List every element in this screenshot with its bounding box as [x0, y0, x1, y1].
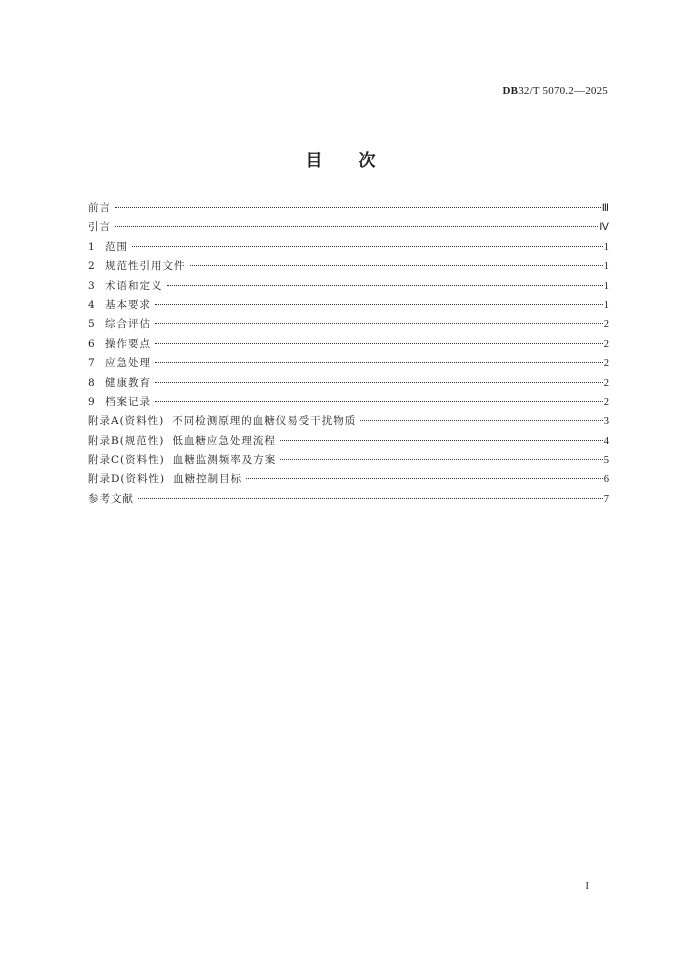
toc-entry-label: 附录A(资料性) [88, 415, 165, 428]
toc-entry[interactable] [88, 432, 609, 451]
toc-entry-page: 2 [603, 358, 609, 370]
toc-entry-label: 综合评估 [105, 318, 151, 331]
toc-dot-leader [280, 434, 603, 441]
toc-entry-label: 引言 [88, 221, 111, 234]
toc-entry-number: 3 [88, 279, 95, 292]
toc-entry-page: 1 [603, 261, 609, 273]
toc-entry[interactable] [88, 354, 609, 373]
toc-entry-label: 附录B(规范性) [88, 434, 165, 447]
document-code-number: 32/T 5070.2—2025 [518, 85, 608, 97]
toc-dot-leader [246, 472, 603, 479]
toc-entry-page: 1 [603, 299, 609, 311]
toc-entry-number: 2 [88, 260, 95, 273]
toc-dot-leader [115, 201, 601, 208]
toc-entry-label: 术语和定义 [105, 279, 163, 292]
toc-entry[interactable] [88, 451, 609, 470]
toc-entry-page: 2 [603, 319, 609, 331]
toc-entry[interactable] [88, 335, 609, 354]
toc-entry-label: 规范性引用文件 [105, 260, 186, 273]
toc-entry-subtitle: 血糖控制目标 [173, 473, 243, 486]
toc-entry-number: 8 [88, 376, 95, 389]
document-code [503, 85, 608, 97]
toc-entry-page: 3 [603, 416, 609, 428]
document-code-prefix: DB [502, 85, 519, 97]
toc-entry-page: 2 [603, 377, 609, 389]
toc-entry-page: 7 [603, 493, 609, 505]
toc-entry-page: Ⅳ [599, 222, 609, 234]
toc-entry-label: 附录D(资料性) [88, 473, 166, 486]
toc-entry-page: 2 [603, 338, 609, 350]
toc-entry-page: 2 [603, 396, 609, 408]
toc-entry-subtitle: 血糖监测频率及方案 [172, 454, 277, 467]
toc-entry[interactable] [88, 277, 609, 296]
toc-entry-number: 9 [88, 395, 95, 408]
toc-dot-leader [155, 376, 603, 383]
toc-entry-label: 档案记录 [105, 395, 151, 408]
toc-entry-label: 基本要求 [105, 298, 151, 311]
toc-entry-page: 1 [603, 241, 609, 253]
toc-entry-subtitle: 低血糖应急处理流程 [172, 434, 276, 447]
toc-dot-leader [155, 356, 603, 363]
toc-entry-number: 4 [88, 298, 95, 311]
page-title: 目次 [305, 151, 412, 171]
toc-entry[interactable] [88, 199, 609, 218]
toc-dot-leader [132, 240, 603, 247]
toc-dot-leader [155, 317, 603, 324]
toc-entry-subtitle: 不同检测原理的血糖仪易受干扰物质 [172, 415, 357, 428]
toc-entry-label: 应急处理 [105, 357, 151, 370]
toc-entry-label: 附录C(资料性) [88, 454, 165, 467]
toc-dot-leader [360, 414, 602, 421]
page-number: I [585, 880, 589, 892]
toc-entry-page: Ⅲ [601, 203, 609, 214]
toc-entry[interactable] [88, 315, 609, 334]
toc-entry-number: 6 [88, 337, 95, 350]
toc-dot-leader [190, 259, 603, 266]
toc-entry[interactable] [88, 470, 609, 489]
toc-entry[interactable] [88, 374, 609, 393]
toc-entry-page: 5 [603, 455, 609, 467]
toc-dot-leader [167, 279, 603, 286]
toc-entry-label: 操作要点 [105, 337, 151, 350]
toc-entry-page: 4 [603, 435, 609, 447]
toc-entry[interactable] [88, 238, 609, 257]
table-of-contents [88, 199, 609, 509]
toc-dot-leader [138, 492, 603, 499]
toc-entry-label: 参考文献 [88, 492, 134, 505]
toc-entry[interactable] [88, 296, 609, 315]
toc-dot-leader [155, 337, 603, 344]
toc-entry[interactable] [88, 393, 609, 412]
toc-dot-leader [155, 395, 603, 402]
toc-dot-leader [155, 298, 603, 305]
toc-entry[interactable] [88, 218, 609, 237]
toc-entry-label: 范围 [105, 240, 128, 253]
toc-entry-page: 6 [603, 474, 609, 486]
toc-entry[interactable] [88, 257, 609, 276]
toc-entry[interactable] [88, 490, 609, 509]
toc-entry-label: 健康教育 [105, 376, 151, 389]
toc-entry-number: 1 [88, 240, 95, 253]
toc-entry-number: 5 [88, 318, 95, 331]
toc-dot-leader [115, 220, 598, 227]
toc-entry-number: 7 [88, 357, 95, 370]
toc-dot-leader [280, 453, 603, 460]
toc-entry-page: 1 [603, 280, 609, 292]
toc-entry-label: 前言 [88, 202, 111, 214]
toc-entry[interactable] [88, 412, 609, 431]
